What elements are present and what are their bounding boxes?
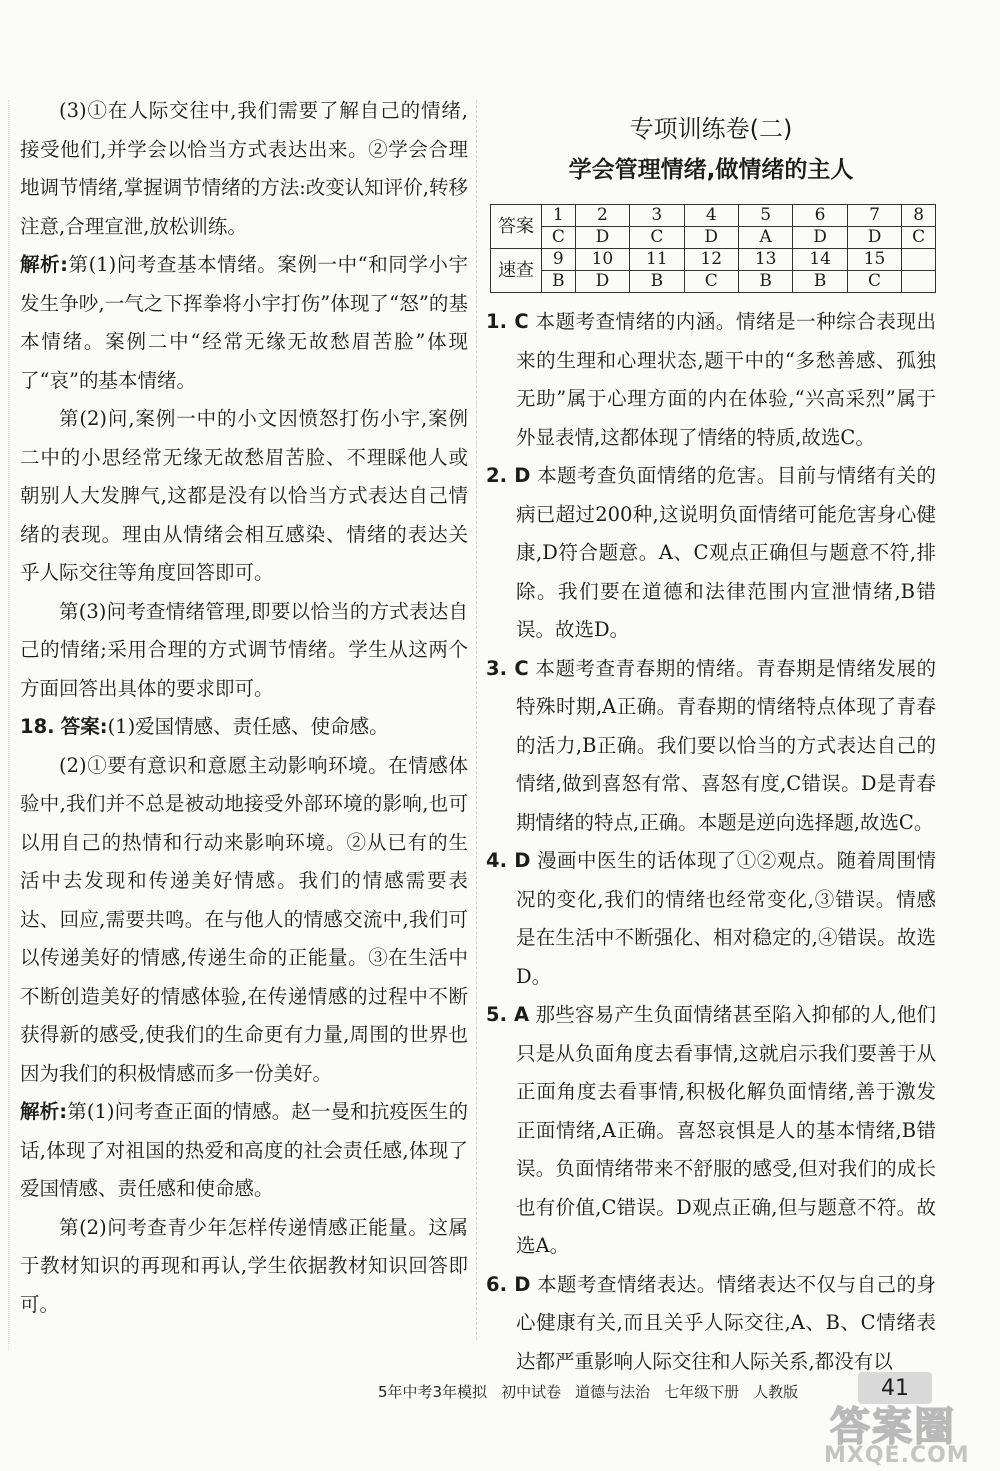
answer-18-part1: (1)爱国情感、责任感、使命感。 xyxy=(107,715,389,738)
analysis-17-text: 第(1)问考查基本情绪。案例一中“和同学小宇发生争吵,一气之下挥拳将小宇打伤”体现了“怒”的基本情绪。案例二中“经常无缘无故愁眉苦脸”体现了“哀”的基本情绪。 xyxy=(20,253,468,392)
table-row xyxy=(491,271,936,293)
list-item xyxy=(486,996,936,1266)
right-column xyxy=(486,112,936,1381)
watermark xyxy=(810,1395,1000,1471)
table-cell: 8 xyxy=(902,205,936,227)
table-cell xyxy=(902,249,936,271)
table-label-cell: 答案 xyxy=(491,205,542,249)
table-cell: C xyxy=(847,271,901,293)
table-cell xyxy=(902,271,936,293)
watermark-logo: 答案圈 xyxy=(830,1404,956,1450)
table-cell: D xyxy=(575,227,629,249)
question-explanation: 漫画中医生的话体现了①②观点。随着周围情况的变化,我们的情绪也经常变化,③错误。情感是在生活中不断强化、相对稳定的,④错误。故选D。 xyxy=(516,849,936,988)
list-item xyxy=(486,842,936,996)
list-item xyxy=(486,650,936,843)
table-row xyxy=(491,205,936,227)
table-cell: 14 xyxy=(793,249,847,271)
answer-quick-table xyxy=(490,204,936,293)
question-explanation: 本题考查情绪的内涵。情绪是一种综合表现出来的生理和心理状态,题干中的“多愁善感、孤独无助”属于心理方面的内在体验,“兴高采烈”属于外显表情,这都体现了情绪的特质,故选C。 xyxy=(516,310,936,449)
table-cell: 12 xyxy=(684,249,738,271)
watermark-url: MXQE.COM xyxy=(824,1443,970,1468)
answer-label: 答案: xyxy=(60,715,108,738)
table-cell: 15 xyxy=(847,249,901,271)
question-number: 5. A xyxy=(486,1003,530,1026)
question-number: 3. C xyxy=(486,656,529,680)
table-cell: D xyxy=(793,227,847,249)
footer-subject: 道德与法治 xyxy=(575,1382,651,1401)
question-explanation: 本题考查情绪表达。情绪表达不仅与自己的身心健康有关,而且关乎人际交往,A、B、C情绪表达都严重影响人际交往和人际关系,都没有以 xyxy=(516,1272,936,1373)
footer-type: 初中试卷 xyxy=(501,1382,562,1401)
table-cell: B xyxy=(738,271,792,293)
table-cell: 5 xyxy=(738,205,792,227)
table-cell: 7 xyxy=(847,205,901,227)
column-divider xyxy=(476,100,477,1340)
question-number: 2. D xyxy=(486,464,531,487)
question-explanation: 那些容易产生负面情绪甚至陷入抑郁的人,他们只是从负面角度去看事情,这就启示我们要善于从正面角度去看事情,积极化解负面情绪,善于激发正面情绪,A正确。喜怒哀惧是人的基本情绪,B错误。负面情绪带来不舒服的感受,但对我们的成长也有价值,C错误。D观点正确,但与题意不符。故选A。 xyxy=(516,1003,937,1257)
analysis-18-text: 第(1)问考查正面的情感。赵一曼和抗疫医生的话,体现了对祖国的热爱和高度的社会责任感,体现了爱国情感、责任感和使命感。 xyxy=(20,1100,468,1200)
analysis-label: 解析: xyxy=(20,1100,68,1123)
table-cell: 2 xyxy=(575,205,629,227)
list-item xyxy=(486,1266,936,1382)
table-cell: D xyxy=(575,271,629,293)
list-item xyxy=(486,457,936,650)
question-number: 4. D xyxy=(486,849,531,872)
question-number: 6. D xyxy=(486,1272,531,1296)
analysis-label: 解析: xyxy=(20,253,68,276)
table-cell: D xyxy=(684,227,738,249)
analysis-17-part2: 第(2)问,案例一中的小文因愤怒打伤小宇,案例二中的小思经常无缘无故愁眉苦脸、不理睬他人或朝别人大发脾气,这都是没有以恰当方式表达自己情绪的表现。理由从情绪会相互感染、情绪的表达关乎人际交往等角度回答即可。 xyxy=(20,407,468,584)
question-number: 1. C xyxy=(486,310,529,333)
table-cell: B xyxy=(542,271,576,293)
section-subtitle: 学会管理情绪,做情绪的主人 xyxy=(568,157,854,183)
table-cell: C xyxy=(542,227,576,249)
footer-edition: 人教版 xyxy=(753,1382,799,1401)
table-cell: B xyxy=(793,271,847,293)
table-cell: 3 xyxy=(630,205,684,227)
footer-series: 5年中考3年模拟 xyxy=(378,1382,488,1401)
table-cell: 4 xyxy=(684,205,738,227)
analysis-18 xyxy=(20,1093,468,1209)
analysis-17 xyxy=(20,246,468,400)
question-number-18: 18. xyxy=(20,715,55,738)
table-row xyxy=(491,249,936,271)
table-cell: D xyxy=(847,227,901,249)
section-title: 专项训练卷(二) xyxy=(629,115,793,143)
list-item xyxy=(486,303,936,457)
table-row xyxy=(491,227,936,249)
table-cell: 1 xyxy=(542,205,576,227)
table-cell: C xyxy=(630,227,684,249)
left-column xyxy=(20,92,468,1324)
table-cell: 11 xyxy=(630,249,684,271)
table-cell: C xyxy=(684,271,738,293)
answer-17-part3: (3)①在人际交往中,我们需要了解自己的情绪,接受他们,并学会以恰当方式表达出来。②学会合理地调节情绪,掌握调节情绪的方法:改变认知评价,转移注意,合理宣泄,放松训练。 xyxy=(20,99,468,238)
question-explanation: 本题考查负面情绪的危害。目前与情绪有关的病已超过200种,这说明负面情绪可能危害身心健康,D符合题意。A、C观点正确但与题意不符,排除。我们要在道德和法律范围内宣泄情绪,B错误。故选D。 xyxy=(516,464,936,641)
table-cell: 6 xyxy=(793,205,847,227)
table-cell: B xyxy=(630,271,684,293)
table-cell: 10 xyxy=(575,249,629,271)
page-number: 41 xyxy=(858,1372,932,1404)
table-cell: 13 xyxy=(738,249,792,271)
answer-18-heading xyxy=(20,708,468,747)
analysis-17-part3: 第(3)问考查情绪管理,即要以恰当的方式表达自己的情绪;采用合理的方式调节情绪。学生从这两个方面回答出具体的要求即可。 xyxy=(20,599,468,700)
table-label-cell: 速查 xyxy=(491,249,542,293)
question-explanation: 本题考查青春期的情绪。青春期是情绪发展的特殊时期,A正确。青春期的情绪特点体现了青春的活力,B正确。我们要以恰当的方式表达自己的情绪,做到喜怒有常、喜怒有度,C错误。D是青春期情绪的特点,正确。本题是逆向选择题,故选C。 xyxy=(516,656,936,834)
margin-rule xyxy=(8,100,9,1350)
table-cell: 9 xyxy=(542,249,576,271)
analysis-18-part2: 第(2)问考查青少年怎样传递情感正能量。这属于教材知识的再现和再认,学生依据教材知识回答即可。 xyxy=(20,1215,468,1316)
answer-quick-table-wrap xyxy=(486,204,936,293)
answer-18-part2: (2)①要有意识和意愿主动影响环境。在情感体验中,我们并不总是被动地接受外部环境的影响,也可以用自己的热情和行动来影响环境。②从已有的生活中去发现和传递美好情感。我们的情感需要表达、回应,需要共鸣。在与他人的情感交流中,我们可以传递美好的情感,传递生命的正能量。③在生活中不断创造美好的情感体验,在传递情感的过程中不断获得新的感受,使我们的生命更有力量,周围的世界也因为我们的积极情感而多一份美好。 xyxy=(20,753,468,1085)
table-cell: C xyxy=(902,227,936,249)
footer-grade: 七年级下册 xyxy=(664,1382,740,1401)
table-cell: A xyxy=(738,227,792,249)
